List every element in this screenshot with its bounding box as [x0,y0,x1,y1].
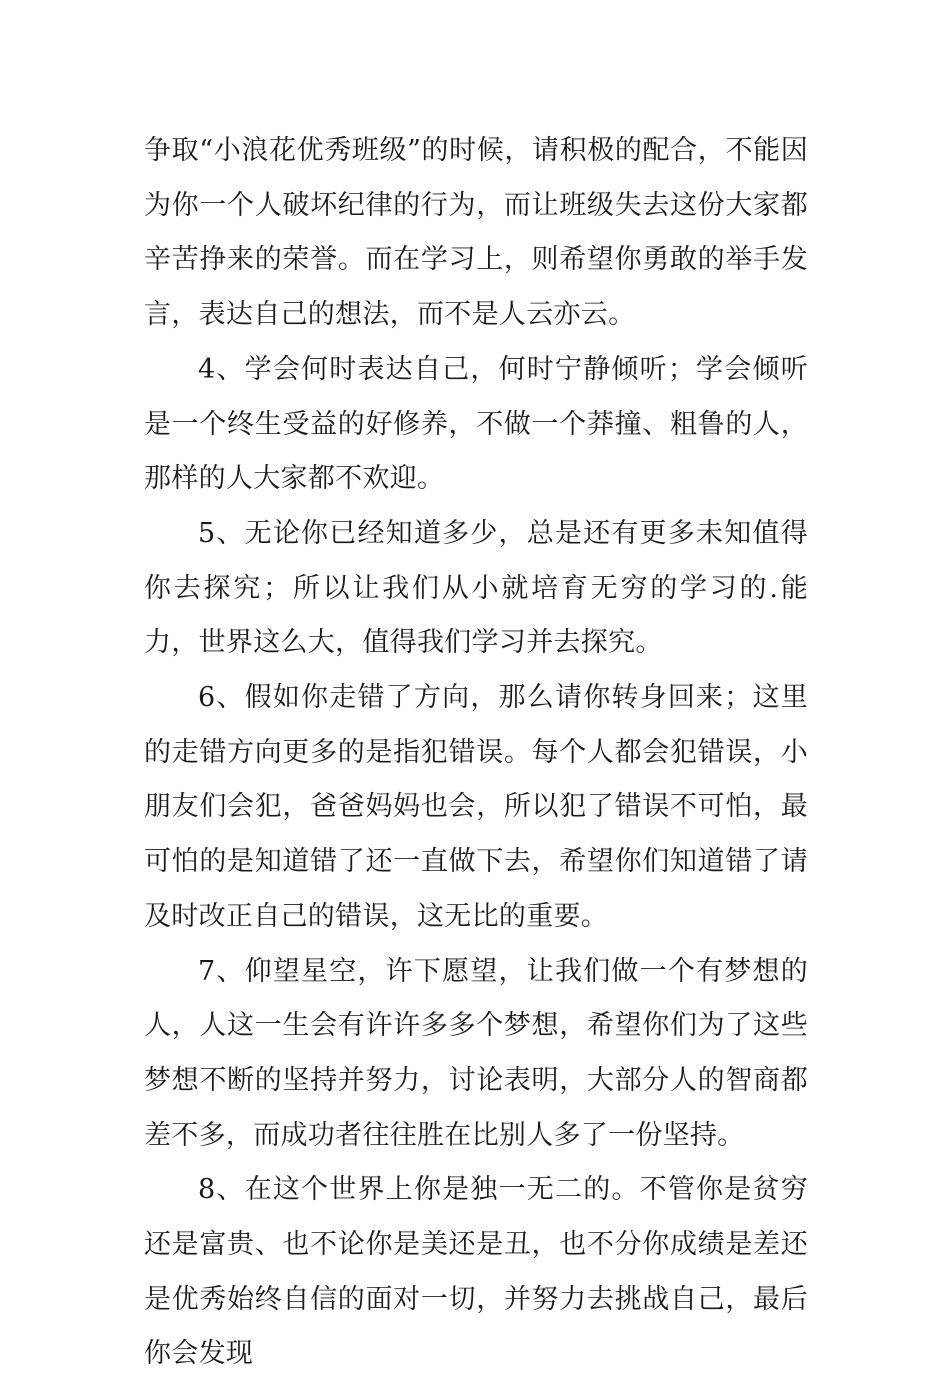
paragraph-continuation: 争取“小浪花优秀班级”的时候，请积极的配合，不能因为你一个人破坏纪律的行为，而让班级失去这份大家都辛苦挣来的荣誉。而在学习上，则希望你勇敢的举手发言，表达自己的想法，而不是人云亦云。 [144,135,808,331]
paragraph-item-6: 6、假如你走错了方向，那么请你转身回来；这里的走错方向更多的是指犯错误。每个人都会犯错误，小朋友们会犯，爸爸妈妈也会，所以犯了错误不可怕，最可怕的是知道错了还一直做下去，希望你们知道错了请及时改正自己的错误，这无比的重要。 [144,682,808,932]
paragraph-item-5: 5、无论你已经知道多少，总是还有更多未知值得你去探究；所以让我们从小就培育无穷的学习的.能力，世界这么大，值得我们学习并去探究。 [144,517,808,659]
document-body [144,124,808,1382]
paragraph-item-7: 7、仰望星空，许下愿望，让我们做一个有梦想的人，人这一生会有许许多多个梦想，希望你们为了这些梦想不断的坚持并努力，讨论表明，大部分人的智商都差不多，而成功者往往胜在比别人多了一份坚持。 [144,955,808,1151]
paragraph-item-4: 4、学会何时表达自己，何时宁静倾听；学会倾听是一个终生受益的好修养，不做一个莽撞、粗鲁的人，那样的人大家都不欢迎。 [144,353,808,495]
paragraph-item-8: 8、在这个世界上你是独一无二的。不管你是贫穷还是富贵、也不论你是美还是丑，也不分你成绩是差还是优秀始终自信的面对一切，并努力去挑战自己，最后你会发现 [144,1174,808,1370]
